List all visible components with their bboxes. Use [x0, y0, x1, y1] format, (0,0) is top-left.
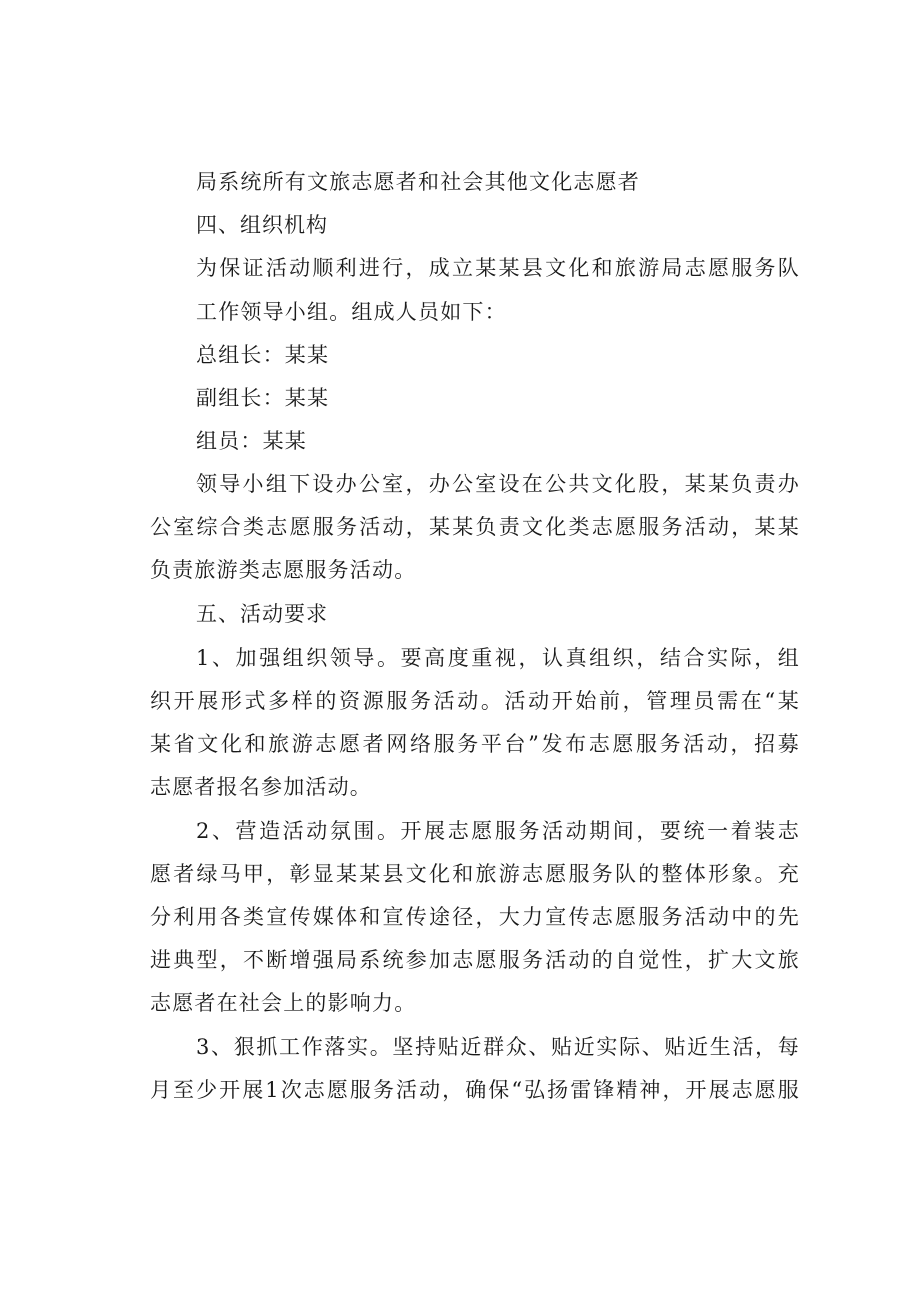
- text-line-1: 局系统所有文旅志愿者和社会其他文化志愿者: [196, 170, 640, 194]
- text-line-14: 某省文化和旅游志愿者网络服务平台”发布志愿服务活动，招募: [150, 732, 800, 756]
- text-line-15: 志愿者报名参加活动。: [150, 775, 372, 799]
- text-line-16: 2、营造活动氛围。开展志愿服务活动期间，要统一着装志: [196, 819, 800, 843]
- text-line-chief-leader: 总组长：某某: [196, 343, 330, 367]
- text-line-12: 1、加强组织领导。要高度重视，认真组织，结合实际，组: [196, 646, 800, 670]
- text-line-8: 领导小组下设办公室，办公室设在公共文化股，某某负责办: [196, 472, 800, 496]
- text-line-members: 组员：某某: [196, 429, 307, 453]
- text-line-17: 愿者绿马甲，彰显某某县文化和旅游志愿服务队的整体形象。充: [150, 862, 800, 886]
- text-line-21: 3、狠抓工作落实。坚持贴近群众、贴近实际、贴近生活，每: [196, 1035, 800, 1059]
- text-line-20: 志愿者在社会上的影响力。: [150, 991, 417, 1015]
- text-line-9: 公室综合类志愿服务活动，某某负责文化类志愿服务活动，某某: [150, 515, 800, 539]
- text-line-13: 织开展形式多样的资源服务活动。活动开始前，管理员需在“某: [150, 689, 800, 713]
- text-line-10: 负责旅游类志愿服务活动。: [150, 558, 417, 582]
- section-heading-requirements: 五、活动要求: [196, 602, 328, 626]
- text-line-22: 月至少开展1次志愿服务活动，确保“弘扬雷锋精神，开展志愿服: [150, 1078, 800, 1102]
- text-line-3: 为保证活动顺利进行，成立某某县文化和旅游局志愿服务队: [196, 256, 800, 280]
- text-line-18: 分利用各类宣传媒体和宣传途径，大力宣传志愿服务活动中的先: [150, 905, 800, 929]
- text-line-4: 工作领导小组。组成人员如下：: [196, 300, 507, 324]
- section-heading-organization: 四、组织机构: [196, 213, 328, 237]
- text-line-19: 进典型，不断增强局系统参加志愿服务活动的自觉性，扩大文旅: [150, 948, 800, 972]
- text-line-deputy-leader: 副组长：某某: [196, 386, 330, 410]
